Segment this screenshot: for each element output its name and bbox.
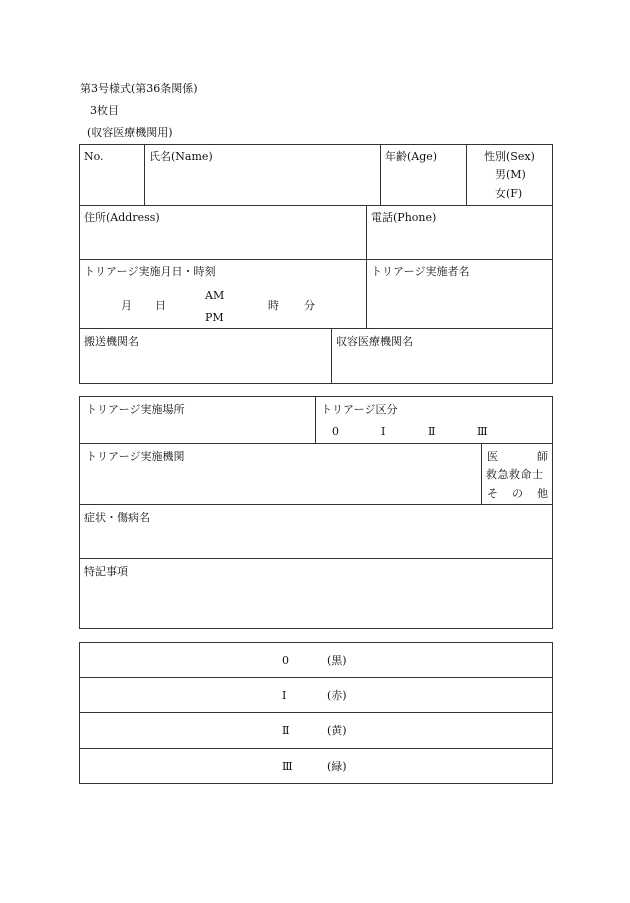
tag-row-color: (黒): [327, 654, 347, 667]
am-label: AM: [205, 289, 225, 302]
sex-female-option[interactable]: 女(F): [495, 187, 523, 200]
triage-place-label: トリアージ実施場所: [86, 403, 185, 416]
role-doctor-char-1[interactable]: 医: [487, 450, 498, 463]
name-label: 氏名(Name): [149, 150, 213, 163]
triage-org-label: トリアージ実施機関: [86, 450, 185, 463]
triage-person-label: トリアージ実施者名: [371, 265, 470, 278]
tag-row-level: Ⅰ: [282, 689, 287, 702]
form-number: 第3号様式(第36条関係): [80, 82, 198, 95]
day-label: 日: [155, 299, 166, 312]
tag-row-color: (黄): [327, 724, 347, 737]
role-doctor-char-2[interactable]: 師: [537, 450, 548, 463]
notes-label: 特記事項: [84, 565, 128, 578]
patient-info-table: [79, 144, 553, 384]
sex-label: 性別(Sex): [484, 150, 535, 163]
tag-row-level: Ⅱ: [282, 724, 290, 737]
pm-label: PM: [205, 311, 224, 324]
category-2-option[interactable]: Ⅱ: [428, 425, 436, 438]
receiving-hospital-label: 収容医療機関名: [336, 335, 413, 348]
no-label: No.: [84, 150, 104, 163]
role-other-char-1[interactable]: そ: [487, 487, 498, 500]
tag-row-level: 0: [282, 654, 289, 667]
tag-row-level: Ⅲ: [282, 760, 293, 773]
transport-org-label: 搬送機関名: [84, 335, 139, 348]
hour-label: 時: [268, 299, 279, 312]
triage-datetime-label: トリアージ実施月日・時刻: [84, 265, 216, 278]
month-label: 月: [121, 299, 132, 312]
triage-category-label: トリアージ区分: [321, 403, 398, 416]
tag-row-color: (緑): [327, 760, 347, 773]
role-paramedic-option[interactable]: 救急救命士: [486, 468, 544, 481]
symptoms-label: 症状・傷病名: [84, 511, 150, 524]
phone-label: 電話(Phone): [371, 211, 437, 224]
role-other-char-2[interactable]: の: [512, 487, 523, 500]
copy-number: 3枚目: [90, 104, 119, 117]
tag-row-color: (赤): [327, 689, 347, 702]
sex-male-option[interactable]: 男(M): [495, 168, 526, 181]
role-other-char-3[interactable]: 他: [537, 487, 548, 500]
copy-purpose: (収容医療機関用): [87, 126, 173, 139]
category-0-option[interactable]: 0: [332, 425, 339, 438]
age-label: 年齢(Age): [385, 150, 438, 163]
category-1-option[interactable]: Ⅰ: [381, 425, 386, 438]
category-3-option[interactable]: Ⅲ: [477, 425, 488, 438]
minute-label: 分: [304, 299, 315, 312]
triage-tag-table: [79, 642, 553, 784]
address-label: 住所(Address): [84, 211, 160, 224]
